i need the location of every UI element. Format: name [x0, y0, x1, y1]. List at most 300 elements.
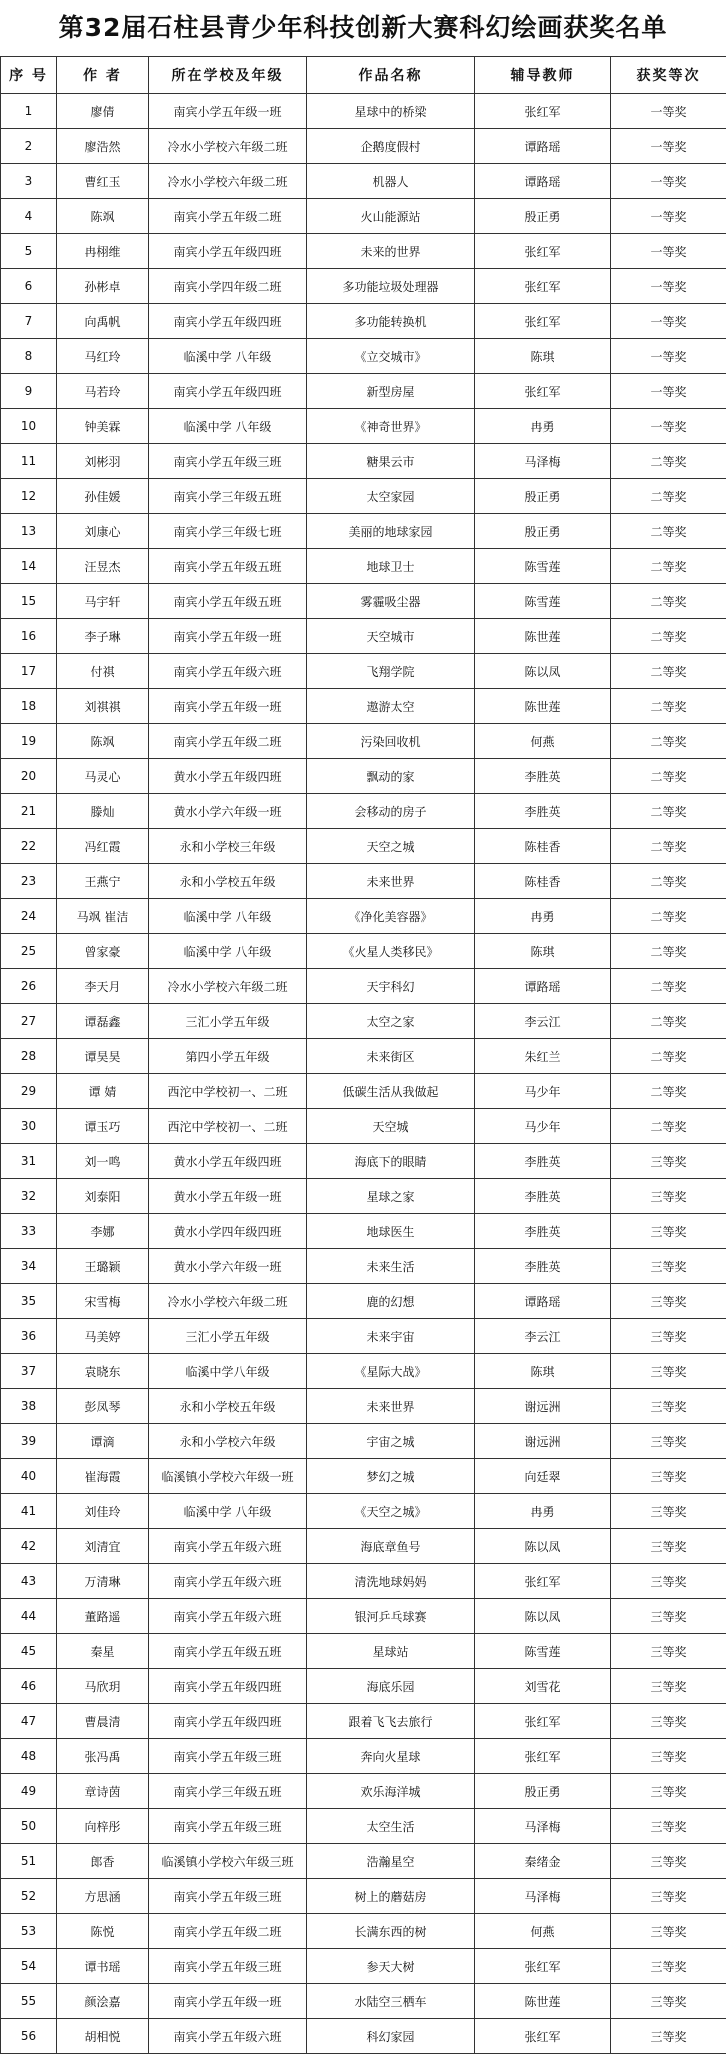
- cell-index: 11: [1, 444, 57, 479]
- cell-teacher: 陈以凤: [475, 1599, 611, 1634]
- cell-school: 第四小学五年级: [149, 1039, 307, 1074]
- cell-teacher: 张红军: [475, 304, 611, 339]
- cell-index: 2: [1, 129, 57, 164]
- cell-index: 13: [1, 514, 57, 549]
- cell-work: 浩瀚星空: [307, 1844, 475, 1879]
- cell-author: 刘清宜: [57, 1529, 149, 1564]
- cell-teacher: 谭路瑶: [475, 164, 611, 199]
- cell-award: 二等奖: [611, 759, 726, 794]
- cell-award: 二等奖: [611, 969, 726, 1004]
- cell-school: 南宾小学五年级二班: [149, 1914, 307, 1949]
- cell-work: 太空生活: [307, 1809, 475, 1844]
- table-row: [1, 969, 726, 1004]
- cell-author: 孙彬卓: [57, 269, 149, 304]
- table-row: [1, 1214, 726, 1249]
- cell-author: 孙佳媛: [57, 479, 149, 514]
- cell-school: 永和小学校五年级: [149, 864, 307, 899]
- cell-teacher: 张红军: [475, 1564, 611, 1599]
- cell-school: 西沱中学校初一、二班: [149, 1109, 307, 1144]
- cell-award: 三等奖: [611, 1949, 726, 1984]
- cell-author: 冉栩维: [57, 234, 149, 269]
- cell-teacher: 张红军: [475, 1739, 611, 1774]
- cell-school: 南宾小学五年级五班: [149, 1634, 307, 1669]
- cell-award: 二等奖: [611, 864, 726, 899]
- cell-teacher: 张红军: [475, 374, 611, 409]
- cell-author: 郎香: [57, 1844, 149, 1879]
- cell-index: 41: [1, 1494, 57, 1529]
- cell-teacher: 张红军: [475, 269, 611, 304]
- cell-award: 三等奖: [611, 1354, 726, 1389]
- cell-author: 刘佳玲: [57, 1494, 149, 1529]
- cell-teacher: 张红军: [475, 234, 611, 269]
- cell-index: 6: [1, 269, 57, 304]
- cell-index: 26: [1, 969, 57, 1004]
- cell-award: 一等奖: [611, 234, 726, 269]
- table-row: [1, 339, 726, 374]
- cell-school: 南宾小学五年级五班: [149, 549, 307, 584]
- cell-award: 二等奖: [611, 934, 726, 969]
- cell-award: 三等奖: [611, 1179, 726, 1214]
- cell-teacher: 谭路瑶: [475, 1284, 611, 1319]
- table-row: [1, 514, 726, 549]
- cell-award: 三等奖: [611, 1984, 726, 2019]
- cell-index: 42: [1, 1529, 57, 1564]
- cell-teacher: 马少年: [475, 1109, 611, 1144]
- cell-index: 15: [1, 584, 57, 619]
- cell-author: 刘泰阳: [57, 1179, 149, 1214]
- cell-award: 二等奖: [611, 584, 726, 619]
- cell-index: 34: [1, 1249, 57, 1284]
- cell-author: 颜浍嘉: [57, 1984, 149, 2019]
- table-row: [1, 1319, 726, 1354]
- cell-school: 南宾小学四年级二班: [149, 269, 307, 304]
- cell-school: 黄水小学五年级四班: [149, 1144, 307, 1179]
- cell-index: 47: [1, 1704, 57, 1739]
- cell-author: 陈飒: [57, 724, 149, 759]
- cell-index: 55: [1, 1984, 57, 2019]
- cell-teacher: 陈琪: [475, 934, 611, 969]
- cell-award: 二等奖: [611, 1109, 726, 1144]
- cell-school: 南宾小学五年级四班: [149, 374, 307, 409]
- cell-award: 二等奖: [611, 794, 726, 829]
- cell-teacher: 陈世莲: [475, 619, 611, 654]
- cell-index: 52: [1, 1879, 57, 1914]
- cell-award: 一等奖: [611, 409, 726, 444]
- cell-index: 28: [1, 1039, 57, 1074]
- cell-author: 章诗茵: [57, 1774, 149, 1809]
- cell-school: 南宾小学五年级三班: [149, 444, 307, 479]
- table-row: [1, 199, 726, 234]
- cell-award: 二等奖: [611, 479, 726, 514]
- cell-author: 滕灿: [57, 794, 149, 829]
- cell-work: 欢乐海洋城: [307, 1774, 475, 1809]
- cell-teacher: 陈以凤: [475, 1529, 611, 1564]
- cell-teacher: 马泽梅: [475, 444, 611, 479]
- cell-author: 刘康心: [57, 514, 149, 549]
- cell-author: 谭磊鑫: [57, 1004, 149, 1039]
- cell-school: 临溪中学 八年级: [149, 934, 307, 969]
- cell-teacher: 张红军: [475, 1949, 611, 1984]
- cell-award: 三等奖: [611, 1459, 726, 1494]
- cell-school: 南宾小学五年级五班: [149, 584, 307, 619]
- header-row: [1, 57, 726, 94]
- table-row: [1, 1354, 726, 1389]
- cell-teacher: 陈桂香: [475, 829, 611, 864]
- cell-author: 李子琳: [57, 619, 149, 654]
- cell-award: 三等奖: [611, 1809, 726, 1844]
- cell-award: 二等奖: [611, 514, 726, 549]
- table-row: [1, 1634, 726, 1669]
- cell-index: 10: [1, 409, 57, 444]
- cell-work: 污染回收机: [307, 724, 475, 759]
- cell-school: 南宾小学五年级一班: [149, 619, 307, 654]
- cell-award: 三等奖: [611, 1704, 726, 1739]
- cell-award: 一等奖: [611, 199, 726, 234]
- table-row: [1, 94, 726, 129]
- cell-school: 南宾小学五年级一班: [149, 94, 307, 129]
- cell-school: 临溪镇小学校六年级三班: [149, 1844, 307, 1879]
- table-row: [1, 1949, 726, 1984]
- cell-author: 刘彬羽: [57, 444, 149, 479]
- cell-school: 临溪中学八年级: [149, 1354, 307, 1389]
- cell-work: 海底章鱼号: [307, 1529, 475, 1564]
- cell-award: 三等奖: [611, 1389, 726, 1424]
- cell-award: 三等奖: [611, 1249, 726, 1284]
- header-award: 获奖等次: [611, 57, 726, 94]
- cell-school: 南宾小学三年级五班: [149, 479, 307, 514]
- cell-work: 天空城市: [307, 619, 475, 654]
- cell-author: 汪昱杰: [57, 549, 149, 584]
- cell-work: 海底乐园: [307, 1669, 475, 1704]
- cell-index: 14: [1, 549, 57, 584]
- cell-work: 鹿的幻想: [307, 1284, 475, 1319]
- table-body: [1, 94, 726, 2054]
- cell-award: 三等奖: [611, 1284, 726, 1319]
- cell-school: 南宾小学五年级四班: [149, 1704, 307, 1739]
- table-row: [1, 479, 726, 514]
- cell-work: 银河乒乓球赛: [307, 1599, 475, 1634]
- cell-teacher: 朱红兰: [475, 1039, 611, 1074]
- table-row: [1, 409, 726, 444]
- cell-author: 方思涵: [57, 1879, 149, 1914]
- cell-teacher: 殷正勇: [475, 199, 611, 234]
- cell-award: 二等奖: [611, 724, 726, 759]
- cell-teacher: 陈世莲: [475, 1984, 611, 2019]
- cell-work: 海底下的眼睛: [307, 1144, 475, 1179]
- cell-index: 46: [1, 1669, 57, 1704]
- cell-index: 32: [1, 1179, 57, 1214]
- cell-teacher: 陈琪: [475, 1354, 611, 1389]
- cell-teacher: 陈雪莲: [475, 1634, 611, 1669]
- cell-author: 马美婷: [57, 1319, 149, 1354]
- table-row: [1, 234, 726, 269]
- cell-index: 7: [1, 304, 57, 339]
- cell-author: 崔海霞: [57, 1459, 149, 1494]
- cell-work: 机器人: [307, 164, 475, 199]
- cell-award: 一等奖: [611, 164, 726, 199]
- cell-index: 48: [1, 1739, 57, 1774]
- cell-award: 三等奖: [611, 1214, 726, 1249]
- cell-teacher: 冉勇: [475, 899, 611, 934]
- cell-work: 《火星人类移民》: [307, 934, 475, 969]
- cell-teacher: 李胜英: [475, 1144, 611, 1179]
- cell-award: 三等奖: [611, 1739, 726, 1774]
- cell-school: 南宾小学五年级三班: [149, 1879, 307, 1914]
- cell-work: 星球之家: [307, 1179, 475, 1214]
- cell-school: 南宾小学五年级二班: [149, 199, 307, 234]
- cell-author: 袁晓东: [57, 1354, 149, 1389]
- cell-index: 27: [1, 1004, 57, 1039]
- cell-teacher: 谢远洲: [475, 1424, 611, 1459]
- cell-index: 54: [1, 1949, 57, 1984]
- table-row: [1, 584, 726, 619]
- table-row: [1, 374, 726, 409]
- cell-work: 雾霾吸尘器: [307, 584, 475, 619]
- cell-award: 三等奖: [611, 1774, 726, 1809]
- table-row: [1, 2019, 726, 2054]
- cell-work: 未来世界: [307, 1389, 475, 1424]
- table-row: [1, 654, 726, 689]
- cell-award: 三等奖: [611, 1424, 726, 1459]
- cell-index: 8: [1, 339, 57, 374]
- table-row: [1, 1459, 726, 1494]
- cell-author: 谭昊昊: [57, 1039, 149, 1074]
- cell-work: 梦幻之城: [307, 1459, 475, 1494]
- cell-index: 23: [1, 864, 57, 899]
- cell-school: 南宾小学三年级五班: [149, 1774, 307, 1809]
- cell-teacher: 陈雪莲: [475, 584, 611, 619]
- cell-award: 一等奖: [611, 129, 726, 164]
- cell-teacher: 谭路瑶: [475, 129, 611, 164]
- cell-author: 陈飒: [57, 199, 149, 234]
- table-row: [1, 1109, 726, 1144]
- cell-school: 南宾小学五年级四班: [149, 1669, 307, 1704]
- cell-teacher: 李云江: [475, 1004, 611, 1039]
- cell-teacher: 殷正勇: [475, 479, 611, 514]
- cell-school: 南宾小学五年级六班: [149, 1599, 307, 1634]
- cell-award: 三等奖: [611, 1634, 726, 1669]
- cell-teacher: 谢远洲: [475, 1389, 611, 1424]
- cell-author: 李天月: [57, 969, 149, 1004]
- cell-author: 宋雪梅: [57, 1284, 149, 1319]
- cell-award: 三等奖: [611, 1669, 726, 1704]
- header-school: 所在学校及年级: [149, 57, 307, 94]
- table-row: [1, 1179, 726, 1214]
- cell-author: 谭书瑶: [57, 1949, 149, 1984]
- cell-school: 西沱中学校初一、二班: [149, 1074, 307, 1109]
- award-table: [0, 56, 726, 2054]
- cell-award: 一等奖: [611, 374, 726, 409]
- table-row: [1, 1984, 726, 2019]
- cell-author: 谭滴: [57, 1424, 149, 1459]
- cell-index: 37: [1, 1354, 57, 1389]
- table-row: [1, 1529, 726, 1564]
- cell-school: 南宾小学五年级一班: [149, 1984, 307, 2019]
- cell-award: 二等奖: [611, 1004, 726, 1039]
- cell-work: 企鹅度假村: [307, 129, 475, 164]
- table-row: [1, 619, 726, 654]
- cell-index: 49: [1, 1774, 57, 1809]
- cell-school: 南宾小学五年级六班: [149, 654, 307, 689]
- cell-work: 奔向火星球: [307, 1739, 475, 1774]
- table-row: [1, 1739, 726, 1774]
- cell-index: 33: [1, 1214, 57, 1249]
- cell-work: 会移动的房子: [307, 794, 475, 829]
- table-row: [1, 1879, 726, 1914]
- table-row: [1, 899, 726, 934]
- cell-teacher: 李胜英: [475, 1214, 611, 1249]
- cell-award: 三等奖: [611, 1914, 726, 1949]
- cell-school: 冷水小学校六年级二班: [149, 969, 307, 1004]
- cell-work: 飞翔学院: [307, 654, 475, 689]
- table-row: [1, 1249, 726, 1284]
- cell-index: 31: [1, 1144, 57, 1179]
- cell-award: 一等奖: [611, 339, 726, 374]
- cell-work: 长满东西的树: [307, 1914, 475, 1949]
- table-row: [1, 689, 726, 724]
- cell-work: 清洗地球妈妈: [307, 1564, 475, 1599]
- cell-index: 29: [1, 1074, 57, 1109]
- cell-index: 43: [1, 1564, 57, 1599]
- table-row: [1, 549, 726, 584]
- cell-school: 南宾小学五年级三班: [149, 1949, 307, 1984]
- cell-index: 12: [1, 479, 57, 514]
- cell-author: 曾家豪: [57, 934, 149, 969]
- cell-author: 廖浩然: [57, 129, 149, 164]
- cell-index: 38: [1, 1389, 57, 1424]
- cell-author: 马红玲: [57, 339, 149, 374]
- cell-teacher: 何燕: [475, 1914, 611, 1949]
- cell-work: 宇宙之城: [307, 1424, 475, 1459]
- cell-author: 曹红玉: [57, 164, 149, 199]
- cell-author: 马宇轩: [57, 584, 149, 619]
- cell-author: 王燕宁: [57, 864, 149, 899]
- cell-teacher: 何燕: [475, 724, 611, 759]
- cell-index: 4: [1, 199, 57, 234]
- cell-school: 南宾小学五年级二班: [149, 724, 307, 759]
- cell-teacher: 马泽梅: [475, 1879, 611, 1914]
- cell-work: 未来世界: [307, 864, 475, 899]
- cell-index: 50: [1, 1809, 57, 1844]
- cell-award: 一等奖: [611, 304, 726, 339]
- cell-school: 永和小学校三年级: [149, 829, 307, 864]
- cell-award: 二等奖: [611, 829, 726, 864]
- cell-award: 二等奖: [611, 1039, 726, 1074]
- cell-school: 冷水小学校六年级二班: [149, 1284, 307, 1319]
- cell-work: 地球医生: [307, 1214, 475, 1249]
- cell-school: 南宾小学五年级四班: [149, 304, 307, 339]
- table-row: [1, 1914, 726, 1949]
- cell-index: 22: [1, 829, 57, 864]
- cell-author: 张冯禹: [57, 1739, 149, 1774]
- cell-school: 黄水小学五年级一班: [149, 1179, 307, 1214]
- cell-school: 南宾小学五年级六班: [149, 1529, 307, 1564]
- cell-teacher: 马泽梅: [475, 1809, 611, 1844]
- cell-index: 45: [1, 1634, 57, 1669]
- cell-school: 永和小学校五年级: [149, 1389, 307, 1424]
- cell-work: 遨游太空: [307, 689, 475, 724]
- cell-work: 《天空之城》: [307, 1494, 475, 1529]
- table-row: [1, 724, 726, 759]
- cell-work: 糖果云市: [307, 444, 475, 479]
- table-row: [1, 164, 726, 199]
- cell-award: 三等奖: [611, 2019, 726, 2054]
- cell-work: 水陆空三栖车: [307, 1984, 475, 2019]
- cell-author: 马灵心: [57, 759, 149, 794]
- cell-school: 南宾小学五年级三班: [149, 1809, 307, 1844]
- cell-index: 16: [1, 619, 57, 654]
- cell-index: 3: [1, 164, 57, 199]
- cell-work: 新型房屋: [307, 374, 475, 409]
- cell-award: 三等奖: [611, 1564, 726, 1599]
- cell-school: 南宾小学五年级三班: [149, 1739, 307, 1774]
- cell-index: 56: [1, 2019, 57, 2054]
- table-row: [1, 934, 726, 969]
- cell-work: 太空之家: [307, 1004, 475, 1039]
- cell-work: 树上的蘑菇房: [307, 1879, 475, 1914]
- cell-index: 5: [1, 234, 57, 269]
- cell-award: 二等奖: [611, 444, 726, 479]
- table-row: [1, 1599, 726, 1634]
- cell-author: 王璐颖: [57, 1249, 149, 1284]
- cell-index: 1: [1, 94, 57, 129]
- cell-school: 临溪中学 八年级: [149, 409, 307, 444]
- table-row: [1, 304, 726, 339]
- cell-index: 9: [1, 374, 57, 409]
- cell-author: 彭凤琴: [57, 1389, 149, 1424]
- cell-index: 17: [1, 654, 57, 689]
- cell-work: 未来街区: [307, 1039, 475, 1074]
- cell-school: 南宾小学五年级四班: [149, 234, 307, 269]
- cell-teacher: 冉勇: [475, 1494, 611, 1529]
- cell-teacher: 陈世莲: [475, 689, 611, 724]
- cell-index: 18: [1, 689, 57, 724]
- table-row: [1, 444, 726, 479]
- cell-award: 二等奖: [611, 619, 726, 654]
- cell-work: 星球站: [307, 1634, 475, 1669]
- table-row: [1, 829, 726, 864]
- table-row: [1, 1424, 726, 1459]
- cell-teacher: 陈琪: [475, 339, 611, 374]
- cell-school: 黄水小学五年级四班: [149, 759, 307, 794]
- cell-award: 三等奖: [611, 1844, 726, 1879]
- cell-author: 钟美霖: [57, 409, 149, 444]
- cell-work: 《净化美容器》: [307, 899, 475, 934]
- table-row: [1, 1039, 726, 1074]
- cell-teacher: 谭路瑶: [475, 969, 611, 1004]
- cell-author: 马欣玥: [57, 1669, 149, 1704]
- cell-index: 44: [1, 1599, 57, 1634]
- cell-teacher: 李胜英: [475, 759, 611, 794]
- cell-author: 廖倩: [57, 94, 149, 129]
- cell-teacher: 马少年: [475, 1074, 611, 1109]
- cell-work: 科幻家园: [307, 2019, 475, 2054]
- cell-school: 南宾小学五年级六班: [149, 1564, 307, 1599]
- cell-work: 《神奇世界》: [307, 409, 475, 444]
- cell-award: 三等奖: [611, 1319, 726, 1354]
- table-row: [1, 1074, 726, 1109]
- cell-work: 美丽的地球家园: [307, 514, 475, 549]
- page-title: 第32届石柱县青少年科技创新大赛科幻绘画获奖名单: [58, 13, 668, 42]
- cell-teacher: 李胜英: [475, 1249, 611, 1284]
- cell-index: 24: [1, 899, 57, 934]
- table-row: [1, 1004, 726, 1039]
- cell-work: 天空城: [307, 1109, 475, 1144]
- cell-school: 临溪中学 八年级: [149, 339, 307, 374]
- cell-school: 三汇小学五年级: [149, 1004, 307, 1039]
- cell-author: 曹晨清: [57, 1704, 149, 1739]
- cell-index: 35: [1, 1284, 57, 1319]
